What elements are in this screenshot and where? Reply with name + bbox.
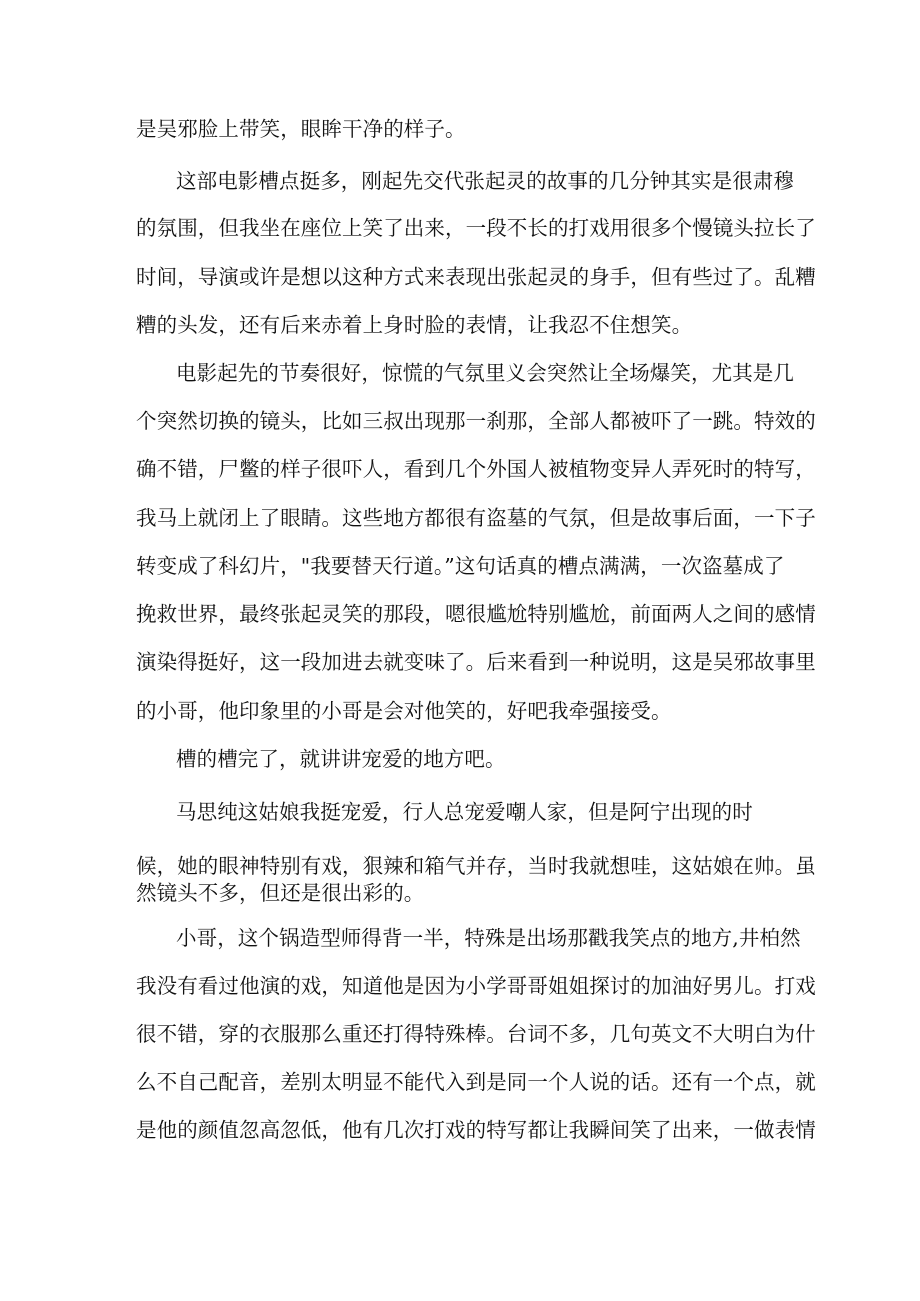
text-line: 是吴邪脸上带笑，眼眸干净的样子。 <box>136 117 466 141</box>
text-line: 然镜头不多，但还是很出彩的。 <box>136 881 425 905</box>
text-line: 确不错，尸鳖的样子很吓人，看到几个外国人被植物变异人弄死时的特写， <box>136 457 816 481</box>
text-line: 个突然切换的镜头，比如三叔出现那一刹那，全部人都被吓了一跳。特效的 <box>136 409 816 433</box>
text-line: 小哥，这个锅造型师得背一半，特殊是出场那戳我笑点的地方,井柏然 <box>176 926 801 950</box>
text-line: 时间，导演或许是想以这种方式来表现出张起灵的身手，但有些过了。乱糟 <box>136 265 816 289</box>
text-line: 这部电影槽点挺多，刚起先交代张起灵的故事的几分钟其实是很肃穆 <box>176 169 794 193</box>
text-line: 槽的槽完了，就讲讲宠爱的地方吧。 <box>176 747 506 771</box>
text-line: 很不错，穿的衣服那么重还打得特殊棒。台词不多，几句英文不大明白为什 <box>136 1022 816 1046</box>
text-line: 电影起先的节奏很好，惊慌的气氛里义会突然让全场爆笑，尤其是几 <box>176 361 794 385</box>
text-line: 我马上就闭上了眼睛。这些地方都很有盗墓的气氛，但是故事后面，一下子 <box>136 506 816 530</box>
text-line: 候，她的眼神特别有戏，狠辣和箱气并存，当时我就想哇，这姑娘在帅。虽 <box>136 854 816 878</box>
text-line: 糟的头发，还有后来赤着上身时脸的表情，让我忍不住想笑。 <box>136 313 693 337</box>
text-line: 挽救世界，最终张起灵笑的那段，嗯很尴尬特别尴尬，前面两人之间的感情 <box>136 602 816 626</box>
text-line: 是他的颜值忽高忽低，他有几次打戏的特写都让我瞬间笑了出来，一做表情 <box>136 1118 816 1142</box>
text-line: 我没有看过他演的戏，知道他是因为小学哥哥姐姐探讨的加油好男儿。打戏 <box>136 974 816 998</box>
text-line: 马思纯这姑娘我挺宠爱，行人总宠爱嘲人家，但是阿宁出现的时 <box>176 800 753 824</box>
text-line: 的小哥，他印象里的小哥是会对他笑的，好吧我牵强接受。 <box>136 699 672 723</box>
text-line: 么不自己配音，差别太明显不能代入到是同一个人说的话。还有一个点，就 <box>136 1070 816 1094</box>
text-line: 演染得挺好，这一段加进去就变味了。后来看到一种说明，这是吴邪故事里 <box>136 650 816 674</box>
text-line: 的氛围，但我坐在座位上笑了出来，一段不长的打戏用很多个慢镜头拉长了 <box>136 216 816 240</box>
text-line: 转变成了科幻片，"我要替天行道。”这句话真的槽点满满，一次盗墓成了 <box>136 554 785 578</box>
